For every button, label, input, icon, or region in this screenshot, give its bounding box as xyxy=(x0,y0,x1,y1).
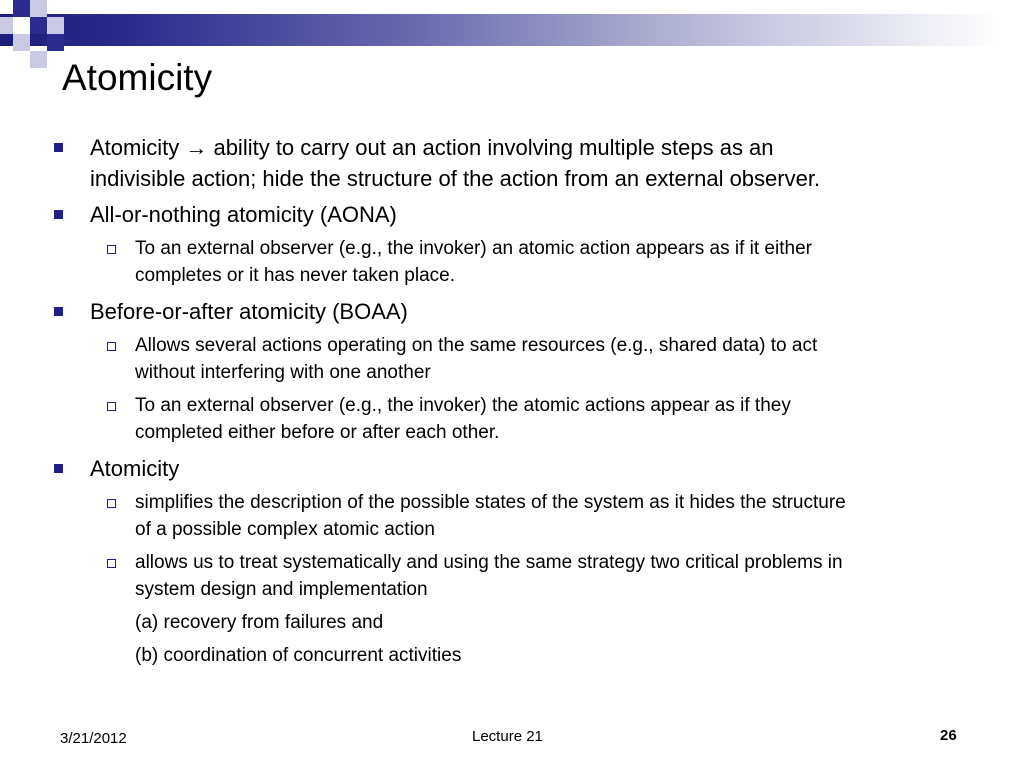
square-bullet-icon xyxy=(54,143,63,152)
decor-square xyxy=(47,34,64,51)
bullet-text-line: system design and implementation xyxy=(135,579,428,600)
bullet-text-line: All-or-nothing atomicity (AONA) xyxy=(90,202,397,227)
bullet-text-line: Atomicity xyxy=(90,456,180,481)
bullet-text-line: completed either before or after each other. xyxy=(135,422,500,443)
bullet-text-line: completes or it has never taken place. xyxy=(135,265,456,286)
square-bullet-icon xyxy=(54,210,63,219)
hollow-square-bullet-icon xyxy=(107,245,116,254)
hollow-square-bullet-icon xyxy=(107,342,116,351)
bullet-text-line: simplifies the description of the possible states of the system as it hides the structure xyxy=(135,492,846,513)
decor-square xyxy=(30,51,47,68)
square-bullet-icon xyxy=(54,307,63,316)
hollow-square-bullet-icon xyxy=(107,559,116,568)
decor-square xyxy=(13,17,30,34)
square-bullet-icon xyxy=(54,464,63,473)
decor-square xyxy=(13,0,30,17)
bullet-text-line: Atomicity → ability to carry out an action involving multiple steps as an xyxy=(90,135,774,160)
bullet-text-line: (b) coordination of concurrent activities xyxy=(135,645,462,666)
bullet-text-line: without interfering with one another xyxy=(135,362,431,383)
bullet-text-line: Allows several actions operating on the same resources (e.g., shared data) to act xyxy=(135,335,818,356)
decor-square xyxy=(30,17,47,34)
hollow-square-bullet-icon xyxy=(107,499,116,508)
hollow-square-bullet-icon xyxy=(107,402,116,411)
bullet-text-line: Before-or-after atomicity (BOAA) xyxy=(90,299,408,324)
bullet-text-line: To an external observer (e.g., the invoker) the atomic actions appear as if they xyxy=(135,395,791,416)
bullet-text-line: of a possible complex atomic action xyxy=(135,519,435,540)
footer-date: 3/21/2012 xyxy=(60,730,127,747)
decor-square xyxy=(30,0,47,17)
decor-square xyxy=(0,17,13,34)
bullet-text-line: indivisible action; hide the structure of the action from an external observer. xyxy=(90,166,821,191)
footer-title: Lecture 21 xyxy=(472,728,543,745)
page-number: 26 xyxy=(940,727,957,744)
header-gradient-bar xyxy=(0,14,1024,46)
slide-title: Atomicity xyxy=(62,57,213,98)
bullet-text-line: To an external observer (e.g., the invoker) an atomic action appears as if it either xyxy=(135,238,812,259)
decor-square xyxy=(47,17,64,34)
bullet-text-line: (a) recovery from failures and xyxy=(135,612,384,633)
bullet-text-line: allows us to treat systematically and using the same strategy two critical problems in xyxy=(135,552,843,573)
decor-square xyxy=(13,34,30,51)
